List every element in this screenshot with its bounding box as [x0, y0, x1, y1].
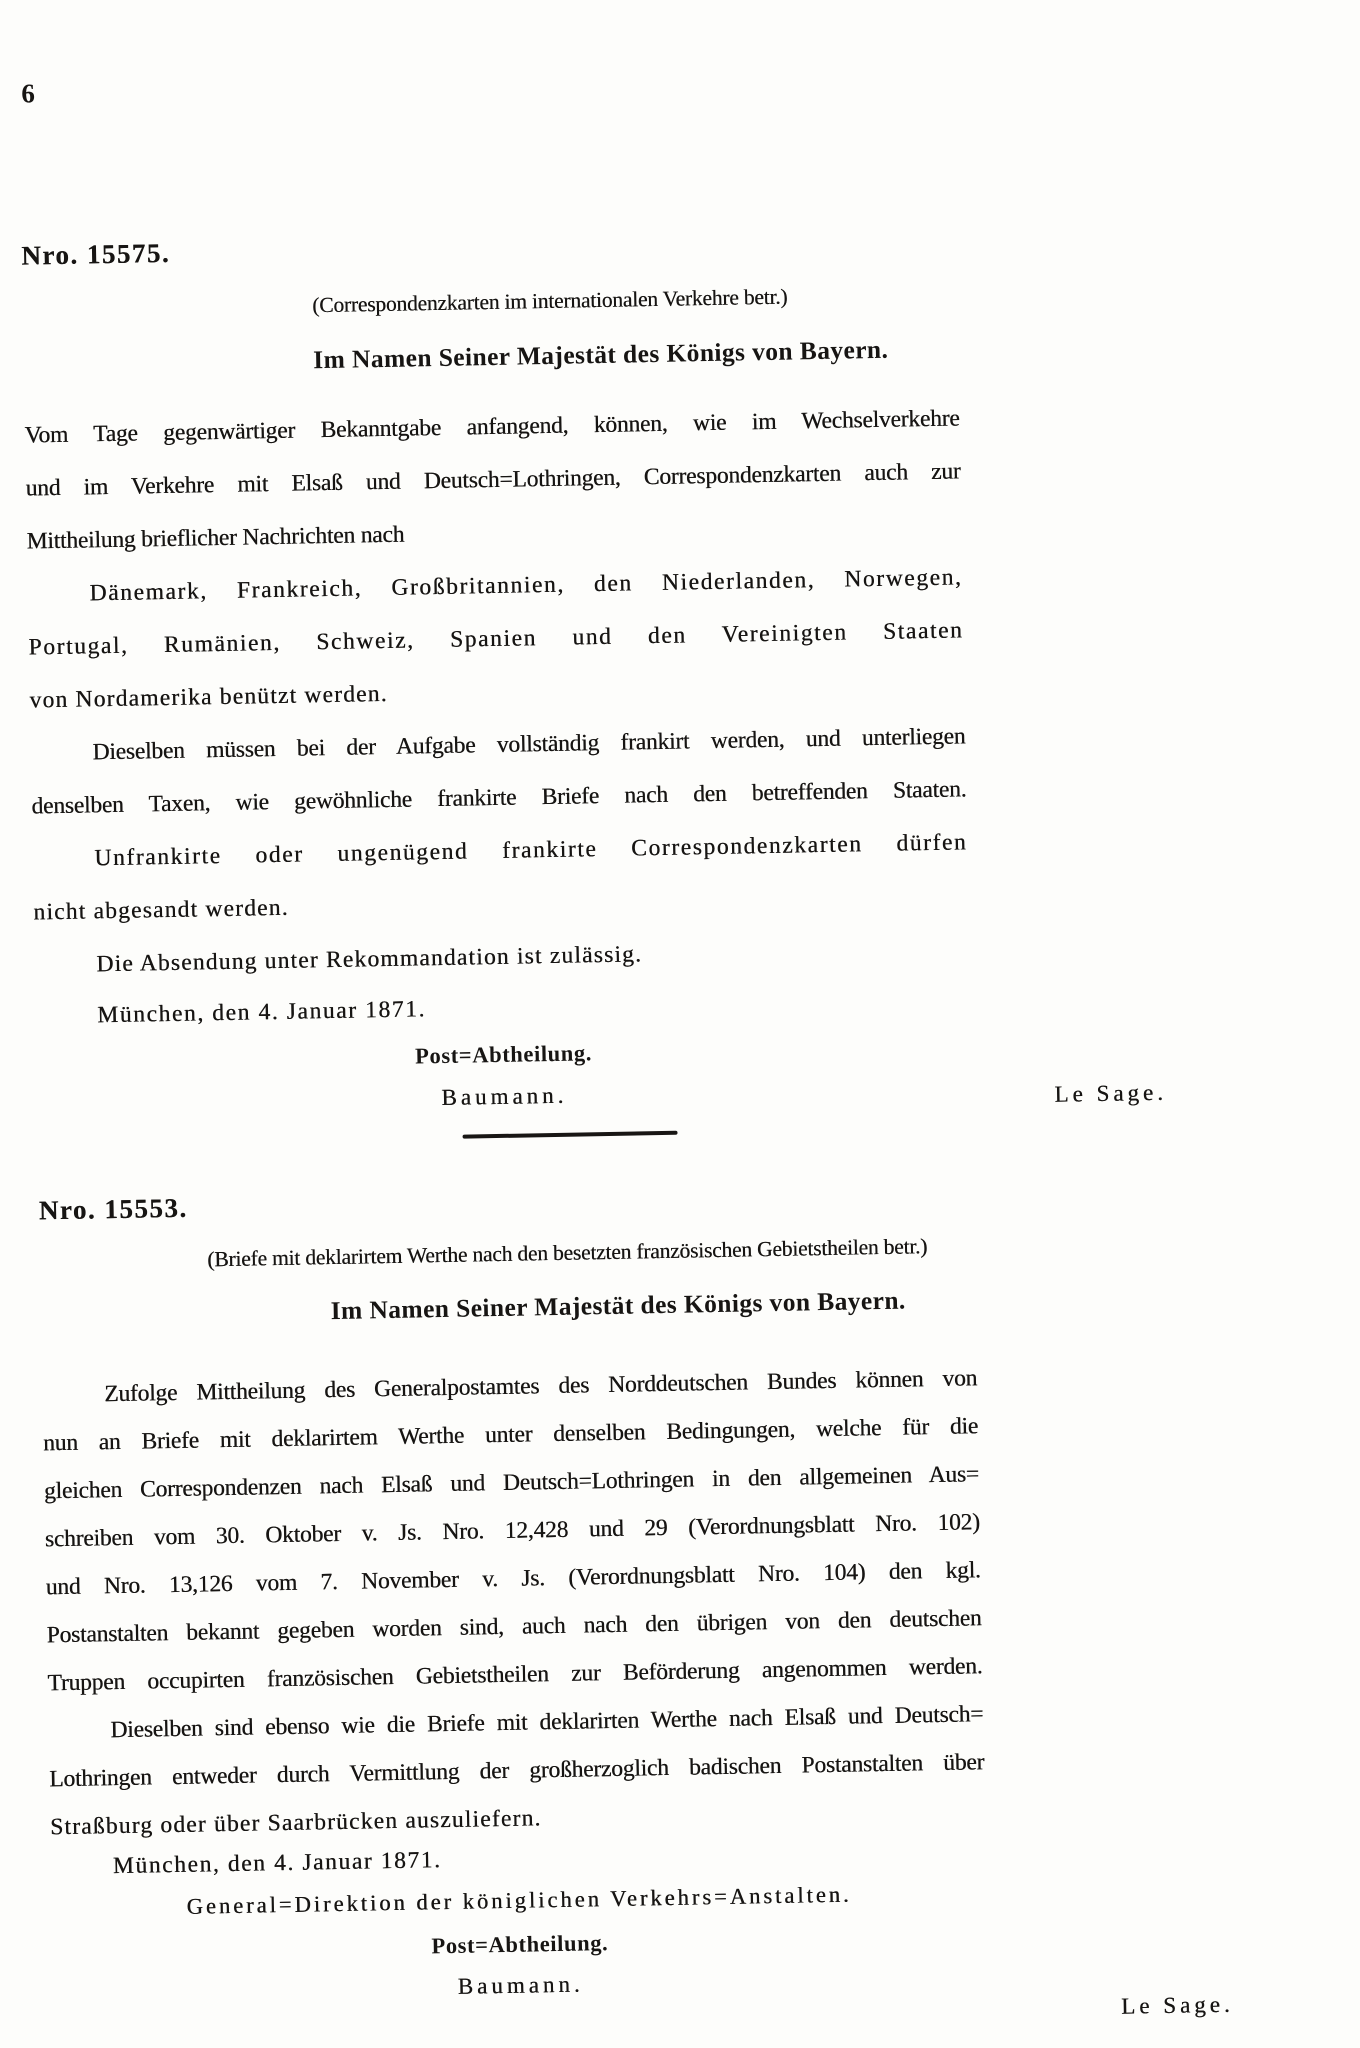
date-line: München, den 4. Januar 1871. — [97, 996, 427, 1029]
signature-department: Post=Abtheilung. — [414, 1040, 593, 1069]
body-line: und im Verkehre mit Elsaß und Deutsch=Lothringen, Correspondenzkarten auch zur — [25, 458, 961, 502]
proclamation-heading: Im Namen Seiner Majestät des Königs von Bayern. — [330, 1285, 906, 1326]
signature-department: Post=Abtheilung. — [431, 1930, 609, 1959]
body-line: und Nro. 13,126 vom 7. November v. Js. (Verordnungsblatt Nro. 104) den kgl. — [45, 1557, 981, 1601]
subject-line: (Correspondenzkarten im internationalen Verkehre betr.) — [312, 284, 788, 318]
section-divider — [463, 1131, 678, 1139]
decree-15553 — [38, 1178, 1234, 2048]
signature-countersign: Le Sage. — [1120, 1991, 1234, 2019]
proclamation-heading: Im Namen Seiner Majestät des Königs von Bayern. — [313, 334, 889, 375]
body-line: Zufolge Mittheilung des Generalpostamtes des Norddeutschen Bundes können von — [103, 1365, 978, 1408]
signature-name: Baumann. — [441, 1082, 568, 1111]
signature-name: Baumann. — [457, 1971, 584, 1999]
body-line: Straßburg oder über Saarbrücken auszuliefern. — [49, 1805, 542, 1841]
signature-direction: General=Direktion der königlichen Verkehrs=Anstalten. — [186, 1881, 852, 1919]
decree-number: Nro. 15575. — [21, 237, 171, 271]
subject-line: (Briefe mit deklarirtem Werthe nach den besetzten französischen Gebietstheilen betr.) — [207, 1234, 928, 1272]
body-line: Portugal, Rumänien, Schweiz, Spanien und den Vereinigten Staaten — [28, 617, 964, 661]
body-line: Postanstalten bekannt gegeben worden sind, auch nach den übrigen von den deutschen — [46, 1605, 982, 1649]
body-line: denselben Taxen, wie gewöhnliche frankirte Briefe nach den betreffenden Staaten. — [31, 776, 967, 820]
signature-countersign: Le Sage. — [1054, 1079, 1168, 1107]
body-line: Dieselben sind ebenso wie die Briefe mit deklarirten Werthe nach Elsaß und Deutsch= — [110, 1701, 984, 1744]
date-line: München, den 4. Januar 1871. — [112, 1847, 442, 1880]
body-line: Dänemark, Frankreich, Großbritannien, den Niederlanden, Norwegen, — [89, 564, 963, 607]
body-line: Lothringen entweder durch Vermittlung der großherzoglich badischen Postanstalten über — [49, 1749, 985, 1793]
body-line: von Nordamerika benützt werden. — [29, 680, 388, 714]
body-line: Truppen occupirten französischen Gebietstheilen zur Beförderung angenommen werden. — [47, 1653, 983, 1697]
body-line: nicht abgesandt werden. — [33, 894, 289, 926]
decree-15575 — [21, 223, 1168, 1205]
decree-number: Nro. 15553. — [38, 1192, 188, 1226]
body-line: Die Absendung unter Rekommandation ist zulässig. — [96, 941, 643, 978]
body-line: nun an Briefe mit deklarirtem Werthe unter denselben Bedingungen, welche für die — [42, 1413, 979, 1457]
body-line: Dieselben müssen bei der Aufgabe vollständig frankirt werden, und unterliegen — [92, 723, 966, 766]
body-line: schreiben vom 30. Oktober v. Js. Nro. 12,428 und 29 (Verordnungsblatt Nro. 102) — [44, 1509, 980, 1553]
page-number: 6 — [21, 78, 37, 109]
body-line: Unfrankirte oder ungenügend frankirte Correspondenzkarten dürfen — [94, 829, 968, 872]
body-line: gleichen Correspondenzen nach Elsaß und Deutsch=Lothringen in den allgemeinen Aus= — [43, 1461, 980, 1505]
body-line: Mittheilung brieflicher Nachrichten nach — [26, 521, 405, 555]
body-line: Vom Tage gegenwärtiger Bekanntgabe anfangend, können, wie im Wechselverkehre — [24, 405, 960, 449]
